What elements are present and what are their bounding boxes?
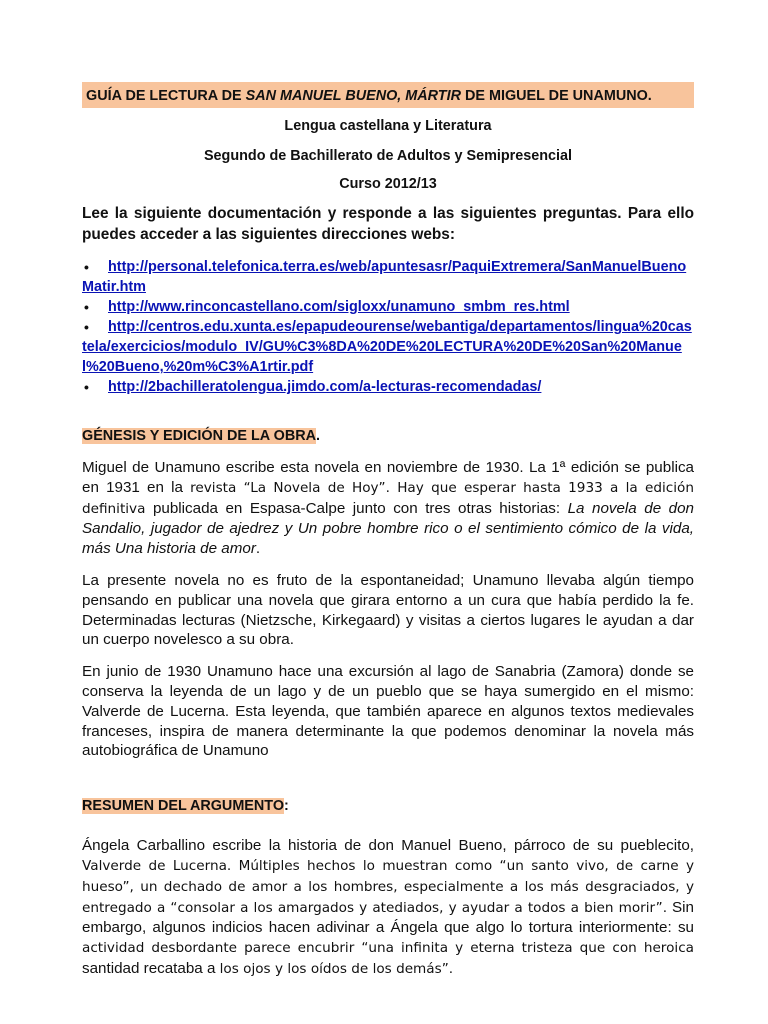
- text-run: publicada en Espasa-Calpe junto con tres otras historias:: [145, 499, 568, 517]
- instructions-paragraph: Lee la siguiente documentación y responde a las siguientes preguntas. Para ello puedes acceder a las siguientes direcciones webs:: [82, 205, 694, 243]
- list-item: [82, 377, 694, 397]
- title-book-name: SAN MANUEL BUENO, MÁRTIR: [245, 88, 461, 104]
- document-body: [82, 82, 694, 980]
- heading-punctuation: .: [316, 428, 321, 444]
- text-run: Sin embargo, algunos indicios hacen adivinar a Ángela que algo lo tortura interiormente: su: [82, 898, 694, 937]
- link-xunta-pdf[interactable]: http://centros.edu.xunta.es/epapudeourense/webantiga/departamentos/lingua%20castela/exercicios/modulo_IV/GU%C3%8DA%20DE%20LECTURA%20DE%20San%20Manuel%20Bueno,%20m%C3%A1rtir.pdf: [82, 319, 692, 375]
- list-item: [82, 297, 694, 317]
- bullet-icon: •: [84, 259, 89, 275]
- bullet-icon: •: [84, 379, 89, 395]
- course-level-line: Segundo de Bachillerato de Adultos y Semipresencial: [203, 148, 573, 164]
- text-run: Miguel de Unamuno escribe esta novela en noviembre de 1930. La 1ª edición se publica en 1931 en la: [82, 459, 694, 496]
- book-titles: La novela de don Sandalio, jugador de ajedrez y Un pobre hombre rico o el sentimiento cómico de la vida, más Una historia de amor: [82, 499, 694, 558]
- section-heading-resumen: [82, 797, 694, 816]
- genesis-paragraph-2: La presente novela no es fruto de la espontaneidad; Unamuno llevaba algún tiempo pensando en publicar una novela que girara entorno a un cura que había perdido la fe. Determinadas lecturas (Nietzsche, Kirkegaard) y visitas a ciertos lugares le ayudan a dar un cuerpo novelesco a su obra.: [82, 571, 694, 649]
- section-heading-text: RESUMEN DEL ARGUMENTO: [82, 798, 285, 815]
- subject-line: Lengua castellana y Literatura: [284, 118, 492, 134]
- list-item: [82, 257, 694, 297]
- bullet-icon: •: [84, 319, 89, 335]
- genesis-paragraph-1: [82, 458, 694, 559]
- web-links-list: [82, 257, 694, 397]
- text-run: actividad desbordante parece encubrir “una infinita y eterna tristeza que con heroica: [82, 940, 694, 957]
- link-rinconcastellano[interactable]: http://www.rinconcastellano.com/sigloxx/unamuno_smbm_res.html: [108, 299, 570, 315]
- text-run: los ojos y los oídos de los demás”.: [219, 960, 454, 977]
- bullet-icon: •: [84, 299, 89, 315]
- genesis-paragraph-3: En junio de 1930 Unamuno hace una excursión al lago de Sanabria (Zamora) donde se conserva la leyenda de un lago y de un pueblo que se haya sumergido en el mismo: Valverde de Lucerna. Esta leyenda, que también aparece en algunos textos medievales franceses, inspira de manera determinante la que podemos denominar la novela más autobiográfica de Unamuno: [82, 663, 694, 760]
- link-jimdo[interactable]: http://2bachilleratolengua.jimdo.com/a-lecturas-recomendadas/: [108, 379, 542, 395]
- text-run: santidad recataba a: [82, 959, 220, 977]
- school-year-line: Curso 2012/13: [339, 176, 437, 192]
- resumen-paragraph-1: [82, 836, 694, 980]
- section-heading-text: GÉNESIS Y EDICIÓN DE LA OBRA: [82, 428, 317, 444]
- text-run: revista “La Novela de Hoy”. Hay que esperar hasta 1933 a la edición definitiva: [82, 479, 694, 517]
- document-title: [82, 82, 694, 108]
- list-item: [82, 317, 694, 377]
- text-run: .: [255, 540, 261, 558]
- heading-punctuation: :: [284, 798, 289, 815]
- title-suffix: DE MIGUEL DE UNAMUNO.: [460, 88, 652, 104]
- title-prefix: GUÍA DE LECTURA DE: [86, 88, 246, 104]
- link-apuntes-paqui[interactable]: http://personal.telefonica.terra.es/web/apuntesasr/PaquiExtremera/SanManuelBuenoMatir.htm: [82, 259, 687, 295]
- text-run: Valverde de Lucerna. Múltiples hechos lo muestran como “un santo vivo, de carne y hueso”, un dechado de amor a los hombres, especialmente a los más desgraciados, y entregado a “consolar a los amargados y atediados, y ayudar a todos a bien morir”.: [82, 857, 694, 916]
- text-run: Ángela Carballino escribe la historia de don Manuel Bueno, párroco de su pueblecito,: [82, 837, 694, 855]
- section-heading-genesis: [82, 427, 694, 446]
